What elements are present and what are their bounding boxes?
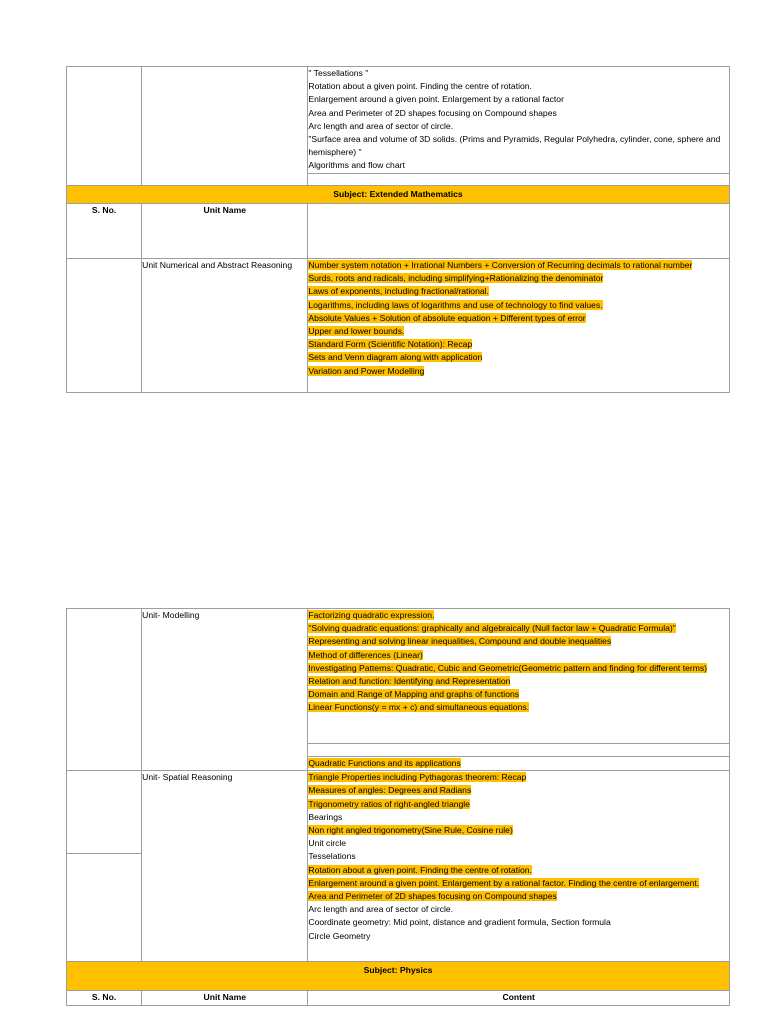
content-line: "Surface area and volume of 3D solids. (Prims and Pyramids, Regular Polyhedra, cylinder, cone, sphere and hemisphere) " — [308, 134, 721, 158]
content-line — [308, 662, 729, 675]
highlighted-text: Sets and Venn diagram along with application — [308, 352, 483, 363]
content-line — [308, 351, 729, 364]
plain-text: Tesselations — [308, 851, 356, 862]
subject-row — [67, 962, 730, 991]
table-row — [67, 609, 730, 744]
content-line — [308, 338, 729, 351]
content-line — [308, 365, 729, 378]
unit-name-cell: Unit- Modelling — [142, 609, 308, 771]
content-line — [308, 622, 729, 635]
content-line: Area and Perimeter of 2D shapes focusing on Compound shapes — [308, 107, 557, 118]
highlighted-text: Variation and Power Modelling — [308, 365, 425, 376]
highlighted-text: Method of differences (Linear) — [308, 649, 423, 660]
unit-name-cell: Unit- Spatial Reasoning — [142, 771, 308, 962]
unit-name-cell: Unit Numerical and Abstract Reasoning — [142, 259, 308, 393]
content-cell — [308, 757, 730, 771]
content-line — [308, 837, 729, 850]
content-line — [308, 903, 729, 916]
content-cell — [308, 67, 730, 174]
plain-text: Bearings — [308, 811, 343, 822]
header-row — [67, 991, 730, 1006]
highlighted-text: Investigating Patterns: Quadratic, Cubic and Geometric(Geometric pattern and finding for different terms) — [308, 662, 708, 673]
content-line — [308, 757, 729, 770]
subject-heading: Subject: Physics — [67, 962, 730, 991]
header-unit-name: Unit Name — [142, 204, 308, 259]
content-line — [308, 784, 729, 797]
content-line — [308, 259, 729, 272]
highlighted-text: Triangle Properties including Pythagoras theorem: Recap — [308, 772, 527, 783]
content-line: Arc length and area of sector of circle. — [308, 120, 454, 131]
highlighted-text: Factorizing quadratic expression. — [308, 610, 435, 620]
content-line — [308, 771, 729, 784]
highlighted-text: "Solving quadratic equations: graphically and algebraically (Null factor law + Quadratic Formula)" — [308, 623, 676, 634]
content-line — [308, 824, 729, 837]
content-line — [308, 635, 729, 648]
content-line — [308, 916, 729, 929]
plain-text: Unit circle — [308, 838, 347, 849]
content-line — [308, 877, 729, 890]
highlighted-text: Relation and function: Identifying and Representation — [308, 676, 511, 687]
highlighted-text: Upper and lower bounds. — [308, 326, 405, 337]
unit-name-cell — [142, 67, 308, 186]
content-line — [308, 798, 729, 811]
table-row — [67, 771, 730, 854]
content-line — [308, 285, 729, 298]
highlighted-text: Number system notation + Irrational Numbers + Conversion of Recurring decimals to rational number — [308, 260, 693, 270]
sno-cell — [67, 854, 142, 962]
content-line — [308, 930, 729, 943]
content-line — [308, 609, 729, 622]
highlighted-text: Absolute Values + Solution of absolute equation + Different types of error — [308, 312, 586, 323]
plain-text: Coordinate geometry: Mid point, distance and gradient formula, Section formula — [308, 917, 611, 928]
header-content: Content — [308, 991, 730, 1006]
highlighted-text: Representing and solving linear inequalities, Compound and double inequalities — [308, 636, 612, 647]
highlighted-text: Trigonometry ratios of right-angled triangle — [308, 798, 470, 809]
content-line — [308, 864, 729, 877]
sno-cell — [67, 609, 142, 771]
header-sno: S. No. — [67, 991, 142, 1006]
sno-cell — [67, 67, 142, 186]
content-line — [308, 675, 729, 688]
plain-text: Circle Geometry — [308, 930, 371, 941]
table-row — [67, 259, 730, 393]
plain-text: Arc length and area of sector of circle. — [308, 904, 454, 915]
content-cell — [308, 259, 730, 393]
content-line — [308, 890, 729, 903]
content-line — [308, 850, 729, 863]
header-unit-name: Unit Name — [142, 991, 308, 1006]
content-cell-empty — [308, 174, 730, 186]
highlighted-text: Domain and Range of Mapping and graphs of functions — [308, 689, 520, 700]
subject-row — [67, 186, 730, 204]
content-cell — [308, 771, 730, 962]
content-line — [308, 299, 729, 312]
content-line: " Tessellations " — [308, 68, 369, 78]
content-line — [308, 701, 729, 714]
sno-cell — [67, 259, 142, 393]
highlighted-text: Linear Functions(y = mx + c) and simultaneous equations. — [308, 702, 530, 713]
highlighted-text: Surds, roots and radicals, including simplifying+Rationalizing the denominator — [308, 273, 604, 284]
content-line — [308, 811, 729, 824]
content-cell-empty — [308, 744, 730, 757]
highlighted-text: Area and Perimeter of 2D shapes focusing on Compound shapes — [308, 891, 557, 902]
content-line — [308, 272, 729, 285]
header-content — [308, 204, 730, 259]
content-line: Algorithms and flow chart — [308, 160, 405, 171]
sno-cell — [67, 771, 142, 854]
content-line: Rotation about a given point. Finding the centre of rotation. — [308, 81, 532, 92]
content-line — [308, 312, 729, 325]
content-cell — [308, 609, 730, 744]
header-row — [67, 204, 730, 259]
highlighted-text: Logarithms, including laws of logarithms and use of technology to find values. — [308, 299, 603, 310]
subject-heading: Subject: Extended Mathematics — [67, 186, 730, 204]
highlighted-text: Measures of angles: Degrees and Radians — [308, 785, 472, 796]
highlighted-text: Quadratic Functions and its applications — [308, 758, 461, 768]
curriculum-table-bottom — [66, 608, 730, 1006]
highlighted-text: Standard Form (Scientific Notation): Recap — [308, 339, 473, 350]
content-line — [308, 688, 729, 701]
highlighted-text: Rotation about a given point. Finding the centre of rotation. — [308, 864, 532, 875]
highlighted-text: Non right angled trigonometry(Sine Rule, Cosine rule) — [308, 825, 513, 836]
table-row — [67, 67, 730, 174]
content-line — [308, 649, 729, 662]
highlighted-text: Laws of exponents, including fractional/rational. — [308, 286, 489, 297]
content-line: Enlargement around a given point. Enlargement by a rational factor — [308, 94, 564, 105]
curriculum-table-top — [66, 66, 730, 393]
highlighted-text: Enlargement around a given point. Enlargement by a rational factor. Finding the centre of enlargement. — [308, 877, 700, 888]
content-line — [308, 325, 729, 338]
header-sno: S. No. — [67, 204, 142, 259]
